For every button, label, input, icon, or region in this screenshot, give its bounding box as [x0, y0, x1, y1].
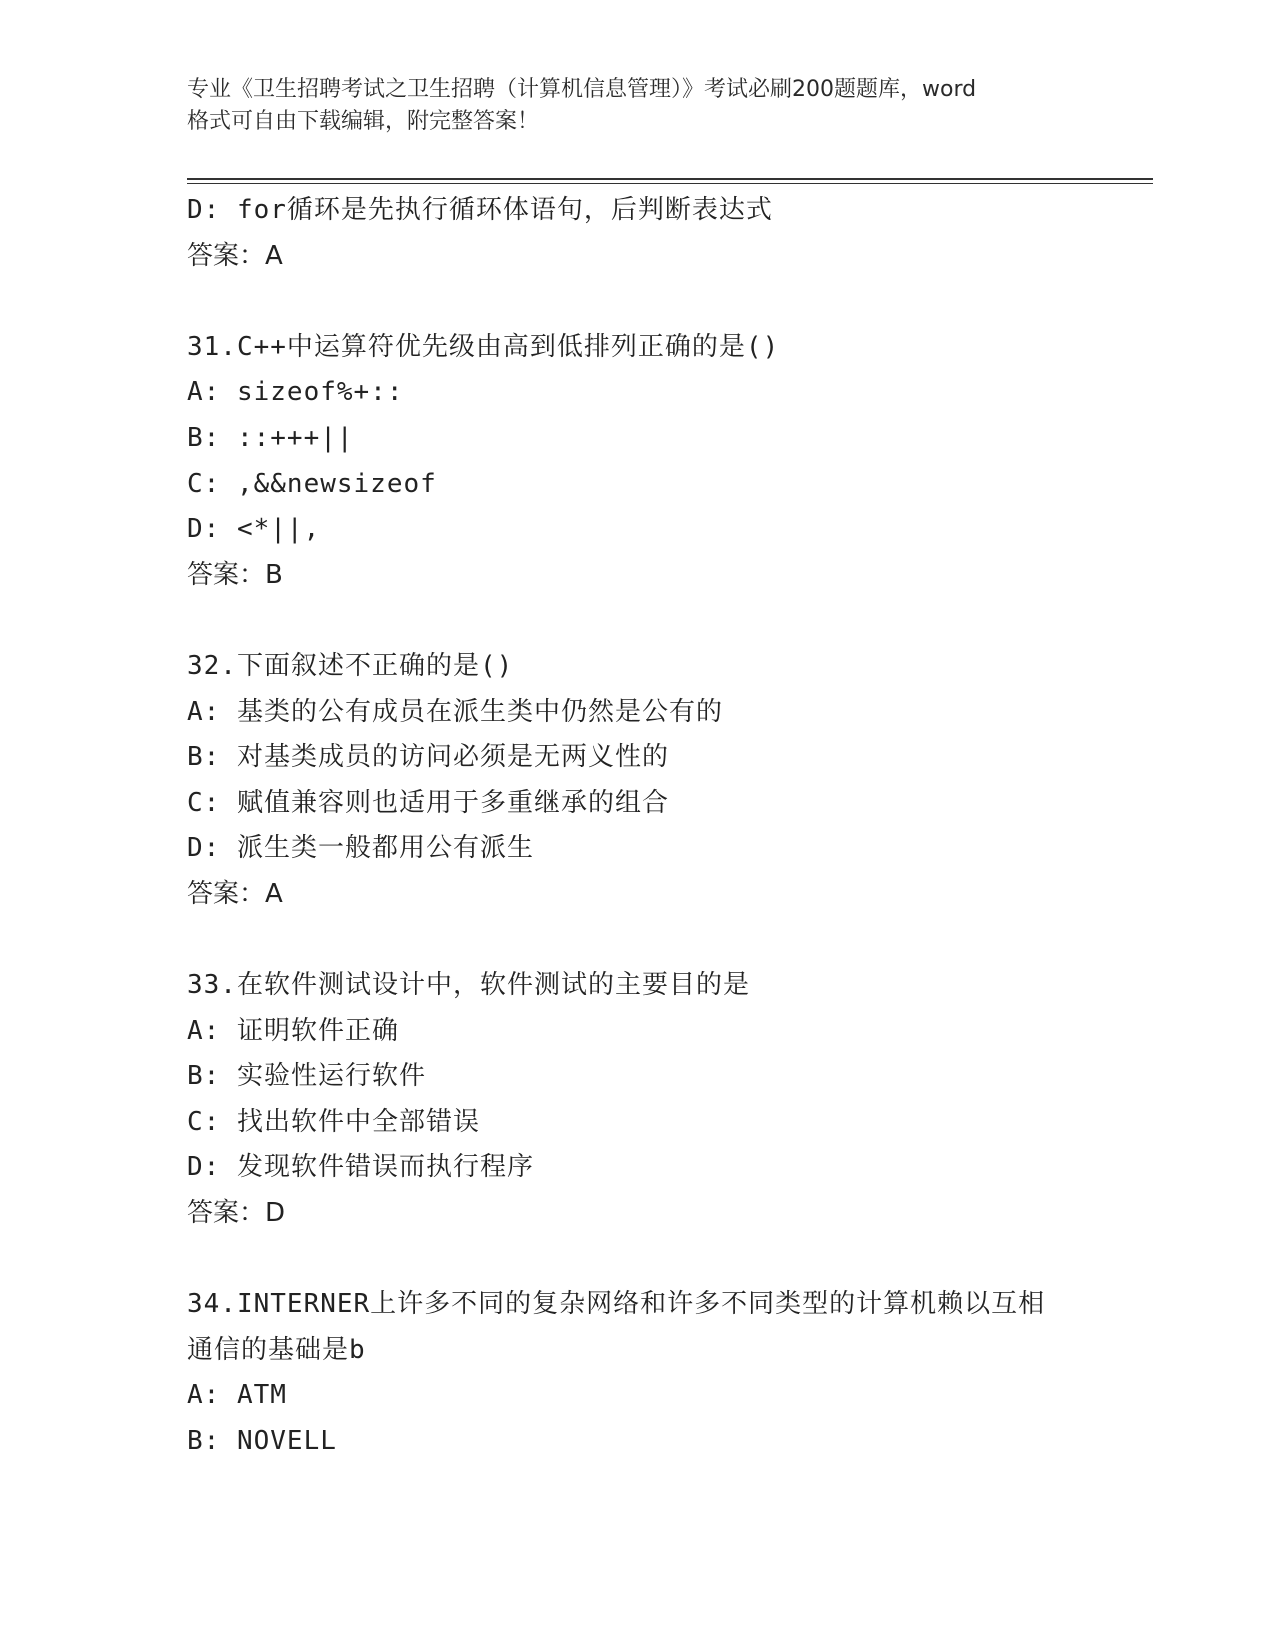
- answer: 答案：B: [187, 559, 283, 590]
- option-a: A: ATM: [187, 1380, 287, 1411]
- question-stem-line-2: 通信的基础是b: [187, 1334, 366, 1365]
- option-b: B: 对基类成员的访问必须是无两义性的: [187, 742, 669, 773]
- header-line-1: 专业《卫生招聘考试之卫生招聘（计算机信息管理）》考试必刷200题题库，word: [187, 77, 977, 102]
- question-stem: 33.在软件测试设计中，软件测试的主要目的是: [187, 970, 750, 1001]
- option-a: A: 证明软件正确: [187, 1015, 399, 1046]
- question-31: [187, 325, 1087, 599]
- spacer: [187, 598, 1087, 644]
- option-a: A: sizeof%+::: [187, 377, 404, 408]
- question-stem-line-1: 34.INTERNER上许多不同的复杂网络和许多不同类型的计算机赖以互相: [187, 1289, 1046, 1320]
- spacer: [187, 279, 1087, 325]
- option-c: C: ,&&newsizeof: [187, 468, 437, 499]
- option-b: B: NOVELL: [187, 1426, 337, 1457]
- option-b: B: 实验性运行软件: [187, 1061, 426, 1092]
- option-c: C: 赋值兼容则也适用于多重继承的组合: [187, 787, 669, 818]
- option-b: B: ::+++||: [187, 422, 354, 453]
- option-a: A: 基类的公有成员在派生类中仍然是公有的: [187, 696, 723, 727]
- option-d: D: 派生类一般都用公有派生: [187, 833, 534, 864]
- question-stem: 32.下面叙述不正确的是(): [187, 650, 514, 681]
- option-d: D: <*||,: [187, 514, 321, 545]
- question-30-option-d: D: for循环是先执行循环体语句，后判断表达式: [187, 195, 773, 225]
- answer: 答案：A: [187, 878, 283, 909]
- question-34: [187, 1282, 1087, 1464]
- question-stem: 31.C++中运算符优先级由高到低排列正确的是(): [187, 331, 780, 362]
- spacer: [187, 1237, 1087, 1283]
- question-30-answer: 答案：A: [187, 240, 283, 271]
- option-c: C: 找出软件中全部错误: [187, 1106, 480, 1137]
- question-list: [187, 188, 1087, 1465]
- question-32: [187, 644, 1087, 918]
- option-d: D: 发现软件错误而执行程序: [187, 1152, 534, 1183]
- header-divider-thick: [187, 178, 1153, 180]
- header-line-2: 格式可自由下载编辑，附完整答案！: [187, 109, 540, 134]
- header-divider-thin: [187, 183, 1153, 184]
- question-33: [187, 963, 1087, 1237]
- answer: 答案：D: [187, 1198, 286, 1229]
- document-header: [187, 74, 1087, 138]
- spacer: [187, 918, 1087, 964]
